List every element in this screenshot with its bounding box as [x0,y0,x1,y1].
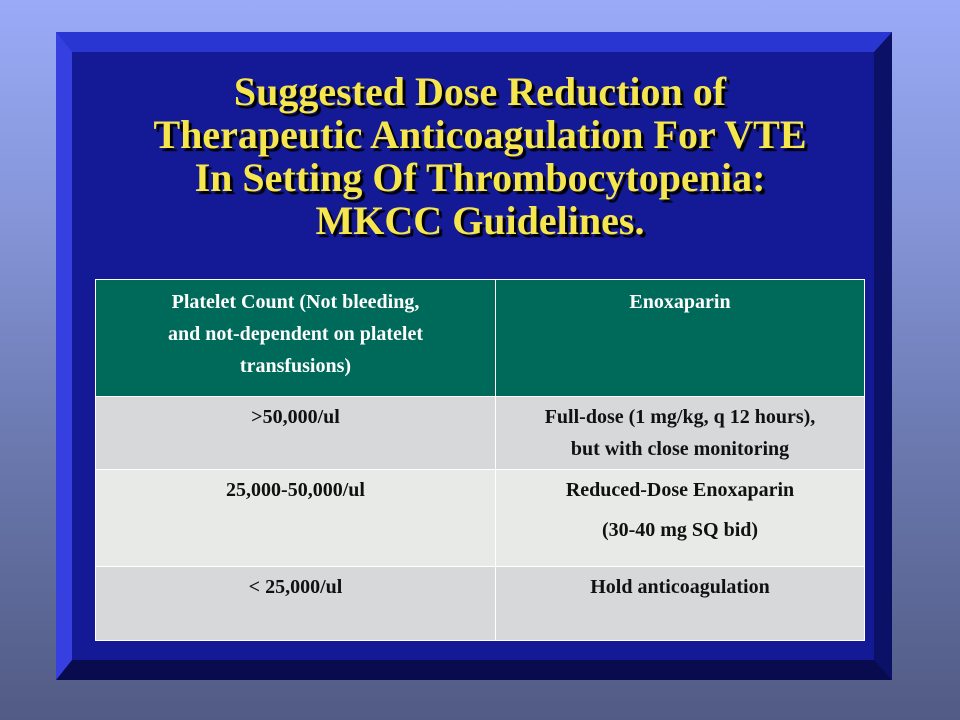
header-platelet-line-2: and not-dependent on platelet [167,323,424,345]
enoxaparin-dose-cell [496,567,865,641]
dose-line-2: but with close monitoring [570,438,790,460]
title-line-1: Suggested Dose Reduction of [233,69,727,114]
title-line-4: MKCC Guidelines. [315,198,645,243]
dose-line-1: Reduced-Dose Enoxaparin [565,479,795,501]
header-enoxaparin [496,280,865,397]
table-row [96,397,865,470]
platelet-count-cell: < 25,000/ul [96,567,496,641]
header-platelet-line-1: Platelet Count (Not bleeding, [171,291,420,313]
title-line-2: Therapeutic Anticoagulation For VTE [153,112,807,157]
header-platelet-count [96,280,496,397]
platelet-count-cell: >50,000/ul [96,397,496,470]
dose-line-1: Full-dose (1 mg/kg, q 12 hours), [544,406,816,428]
table-row [96,567,865,641]
header-enoxaparin-line-1: Enoxaparin [629,291,731,313]
table-header-row [96,280,865,397]
dose-line-1: Hold anticoagulation [590,576,770,598]
slide-title [0,70,960,242]
enoxaparin-dose-cell [496,470,865,567]
table-row [96,470,865,567]
dose-reduction-table [95,279,865,641]
header-platelet-line-3: transfusions) [239,355,352,377]
platelet-count-cell: 25,000-50,000/ul [96,470,496,567]
dose-line-2: (30-40 mg SQ bid) [601,519,759,541]
title-line-3: In Setting Of Thrombocytopenia: [194,155,766,200]
enoxaparin-dose-cell [496,397,865,470]
